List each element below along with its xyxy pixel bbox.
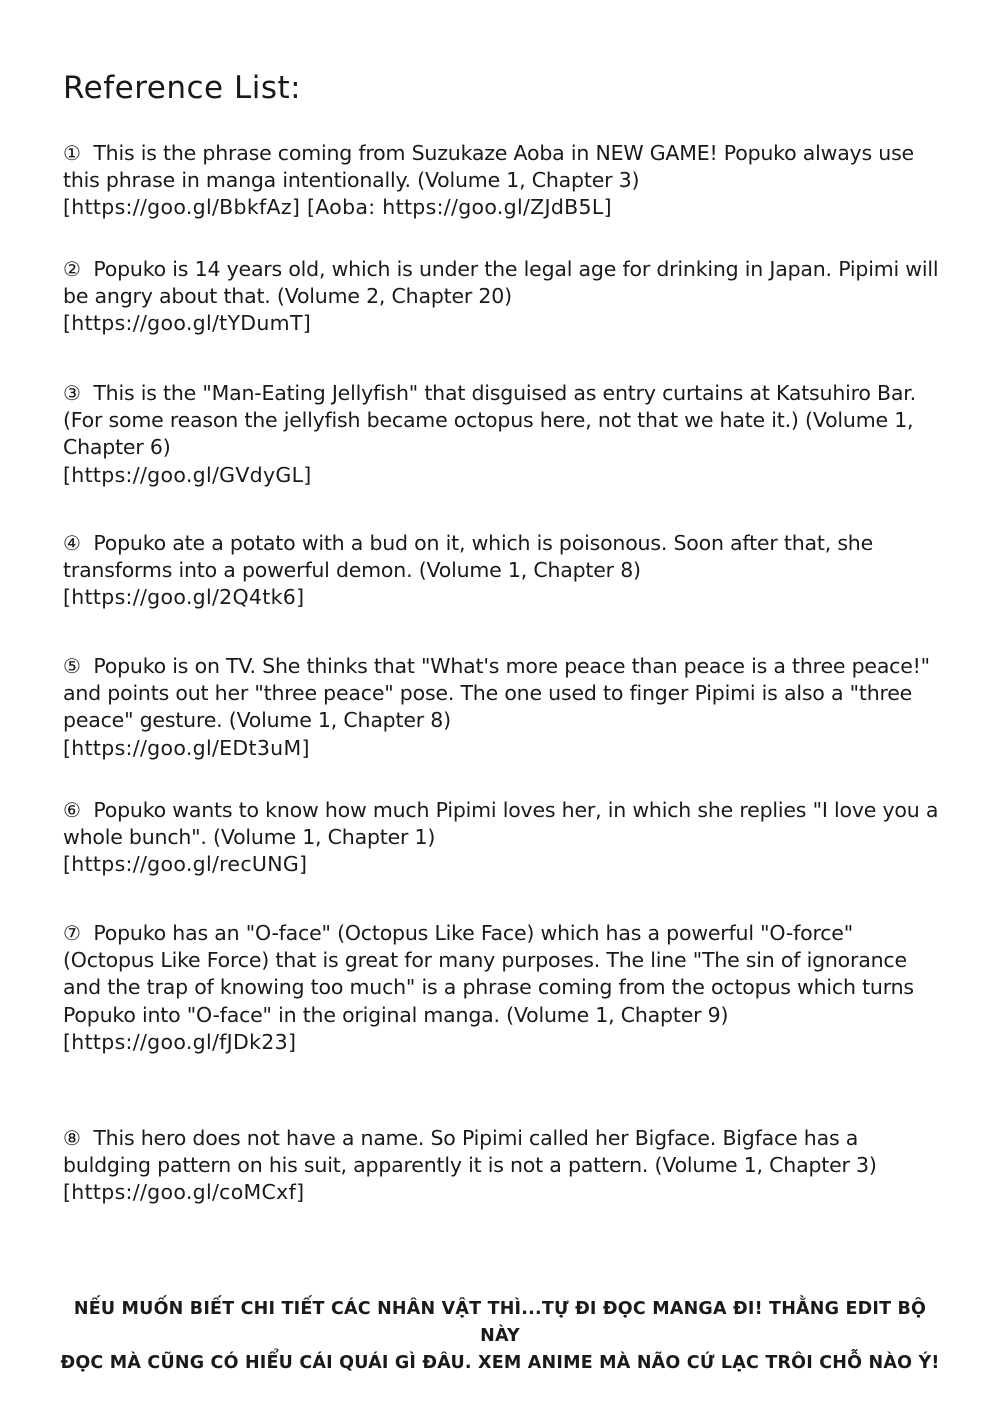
translator-note-line-1: NẾU MUỐN BIẾT CHI TIẾT CÁC NHÂN VẬT THÌ...TỰ ĐI ĐỌC MANGA ĐI! THẰNG EDIT BỘ NÀY <box>73 1299 927 1346</box>
circled-number-6-icon: ⑥ <box>63 798 81 822</box>
circled-number-8-icon: ⑧ <box>63 1126 81 1150</box>
reference-entry-1 <box>63 140 943 222</box>
circled-number-1-icon: ① <box>63 141 81 165</box>
circled-number-2-icon: ② <box>63 257 81 281</box>
reference-entry-2 <box>63 256 943 338</box>
translator-note-line-2: ĐỌC MÀ CŨNG CÓ HIỂU CÁI QUÁI GÌ ĐÂU. XEM ANIME MÀ NÃO CỨ LẠC TRÔI CHỖ NÀO Ý! <box>60 1353 940 1373</box>
reference-entry-3 <box>63 380 943 489</box>
translator-note <box>60 1296 940 1377</box>
reference-links: [https://goo.gl/fJDk23] <box>63 1029 297 1054</box>
reference-text: This is the phrase coming from Suzukaze Aoba in NEW GAME! Popuko always use this phrase in manga intentionally. (Volume 1, Chapter 3) <box>63 141 914 193</box>
reference-text: Popuko is on TV. She thinks that "What's more peace than peace is a three peace!" and points out her "three peace" pose. The one used to finger Pipimi is also a "three peace" gesture. (Volume 1, Chapter 8) <box>63 654 930 733</box>
page-title: Reference List: <box>63 70 302 106</box>
reference-links: [https://goo.gl/GVdyGL] <box>63 462 312 487</box>
reference-entry-7 <box>63 920 943 1056</box>
reference-links: [https://goo.gl/BbkfAz] [Aoba: https://goo.gl/ZJdB5L] <box>63 195 612 220</box>
circled-number-7-icon: ⑦ <box>63 921 81 945</box>
reference-text: Popuko is 14 years old, which is under the legal age for drinking in Japan. Pipimi will be angry about that. (Volume 2, Chapter 20) <box>63 257 939 309</box>
reference-links: [https://goo.gl/2Q4tk6] <box>63 585 305 610</box>
reference-links: [https://goo.gl/EDt3uM] <box>63 735 310 760</box>
reference-entry-8 <box>63 1125 943 1207</box>
reference-text: This is the "Man-Eating Jellyfish" that disguised as entry curtains at Katsuhiro Bar. (For some reason the jellyfish became octopus here, not that we hate it.) (Volume 1, Chapter 6) <box>63 381 916 460</box>
reference-text: Popuko has an "O-face" (Octopus Like Face) which has a powerful "O-force" (Octopus Like Force) that is great for many purposes. The line "The sin of ignorance and the trap of knowing too much" is a phrase coming from the octopus which turns Popuko into "O-face" in the original manga. (Volume 1, Chapter 9) <box>63 921 914 1027</box>
reference-links: [https://goo.gl/coMCxf] <box>63 1180 305 1205</box>
reference-entry-6 <box>63 797 943 879</box>
reference-links: [https://goo.gl/recUNG] <box>63 852 308 877</box>
circled-number-3-icon: ③ <box>63 381 81 405</box>
reference-links: [https://goo.gl/tYDumT] <box>63 311 312 336</box>
reference-text: Popuko wants to know how much Pipimi loves her, in which she replies "I love you a whole bunch". (Volume 1, Chapter 1) <box>63 798 939 850</box>
reference-entry-4 <box>63 530 943 612</box>
reference-entry-5 <box>63 653 943 762</box>
circled-number-5-icon: ⑤ <box>63 654 81 678</box>
circled-number-4-icon: ④ <box>63 531 81 555</box>
reference-text: Popuko ate a potato with a bud on it, which is poisonous. Soon after that, she transforms into a powerful demon. (Volume 1, Chapter 8) <box>63 531 874 583</box>
reference-text: This hero does not have a name. So Pipimi called her Bigface. Bigface has a buldging pattern on his suit, apparently it is not a pattern. (Volume 1, Chapter 3) <box>63 1126 877 1178</box>
